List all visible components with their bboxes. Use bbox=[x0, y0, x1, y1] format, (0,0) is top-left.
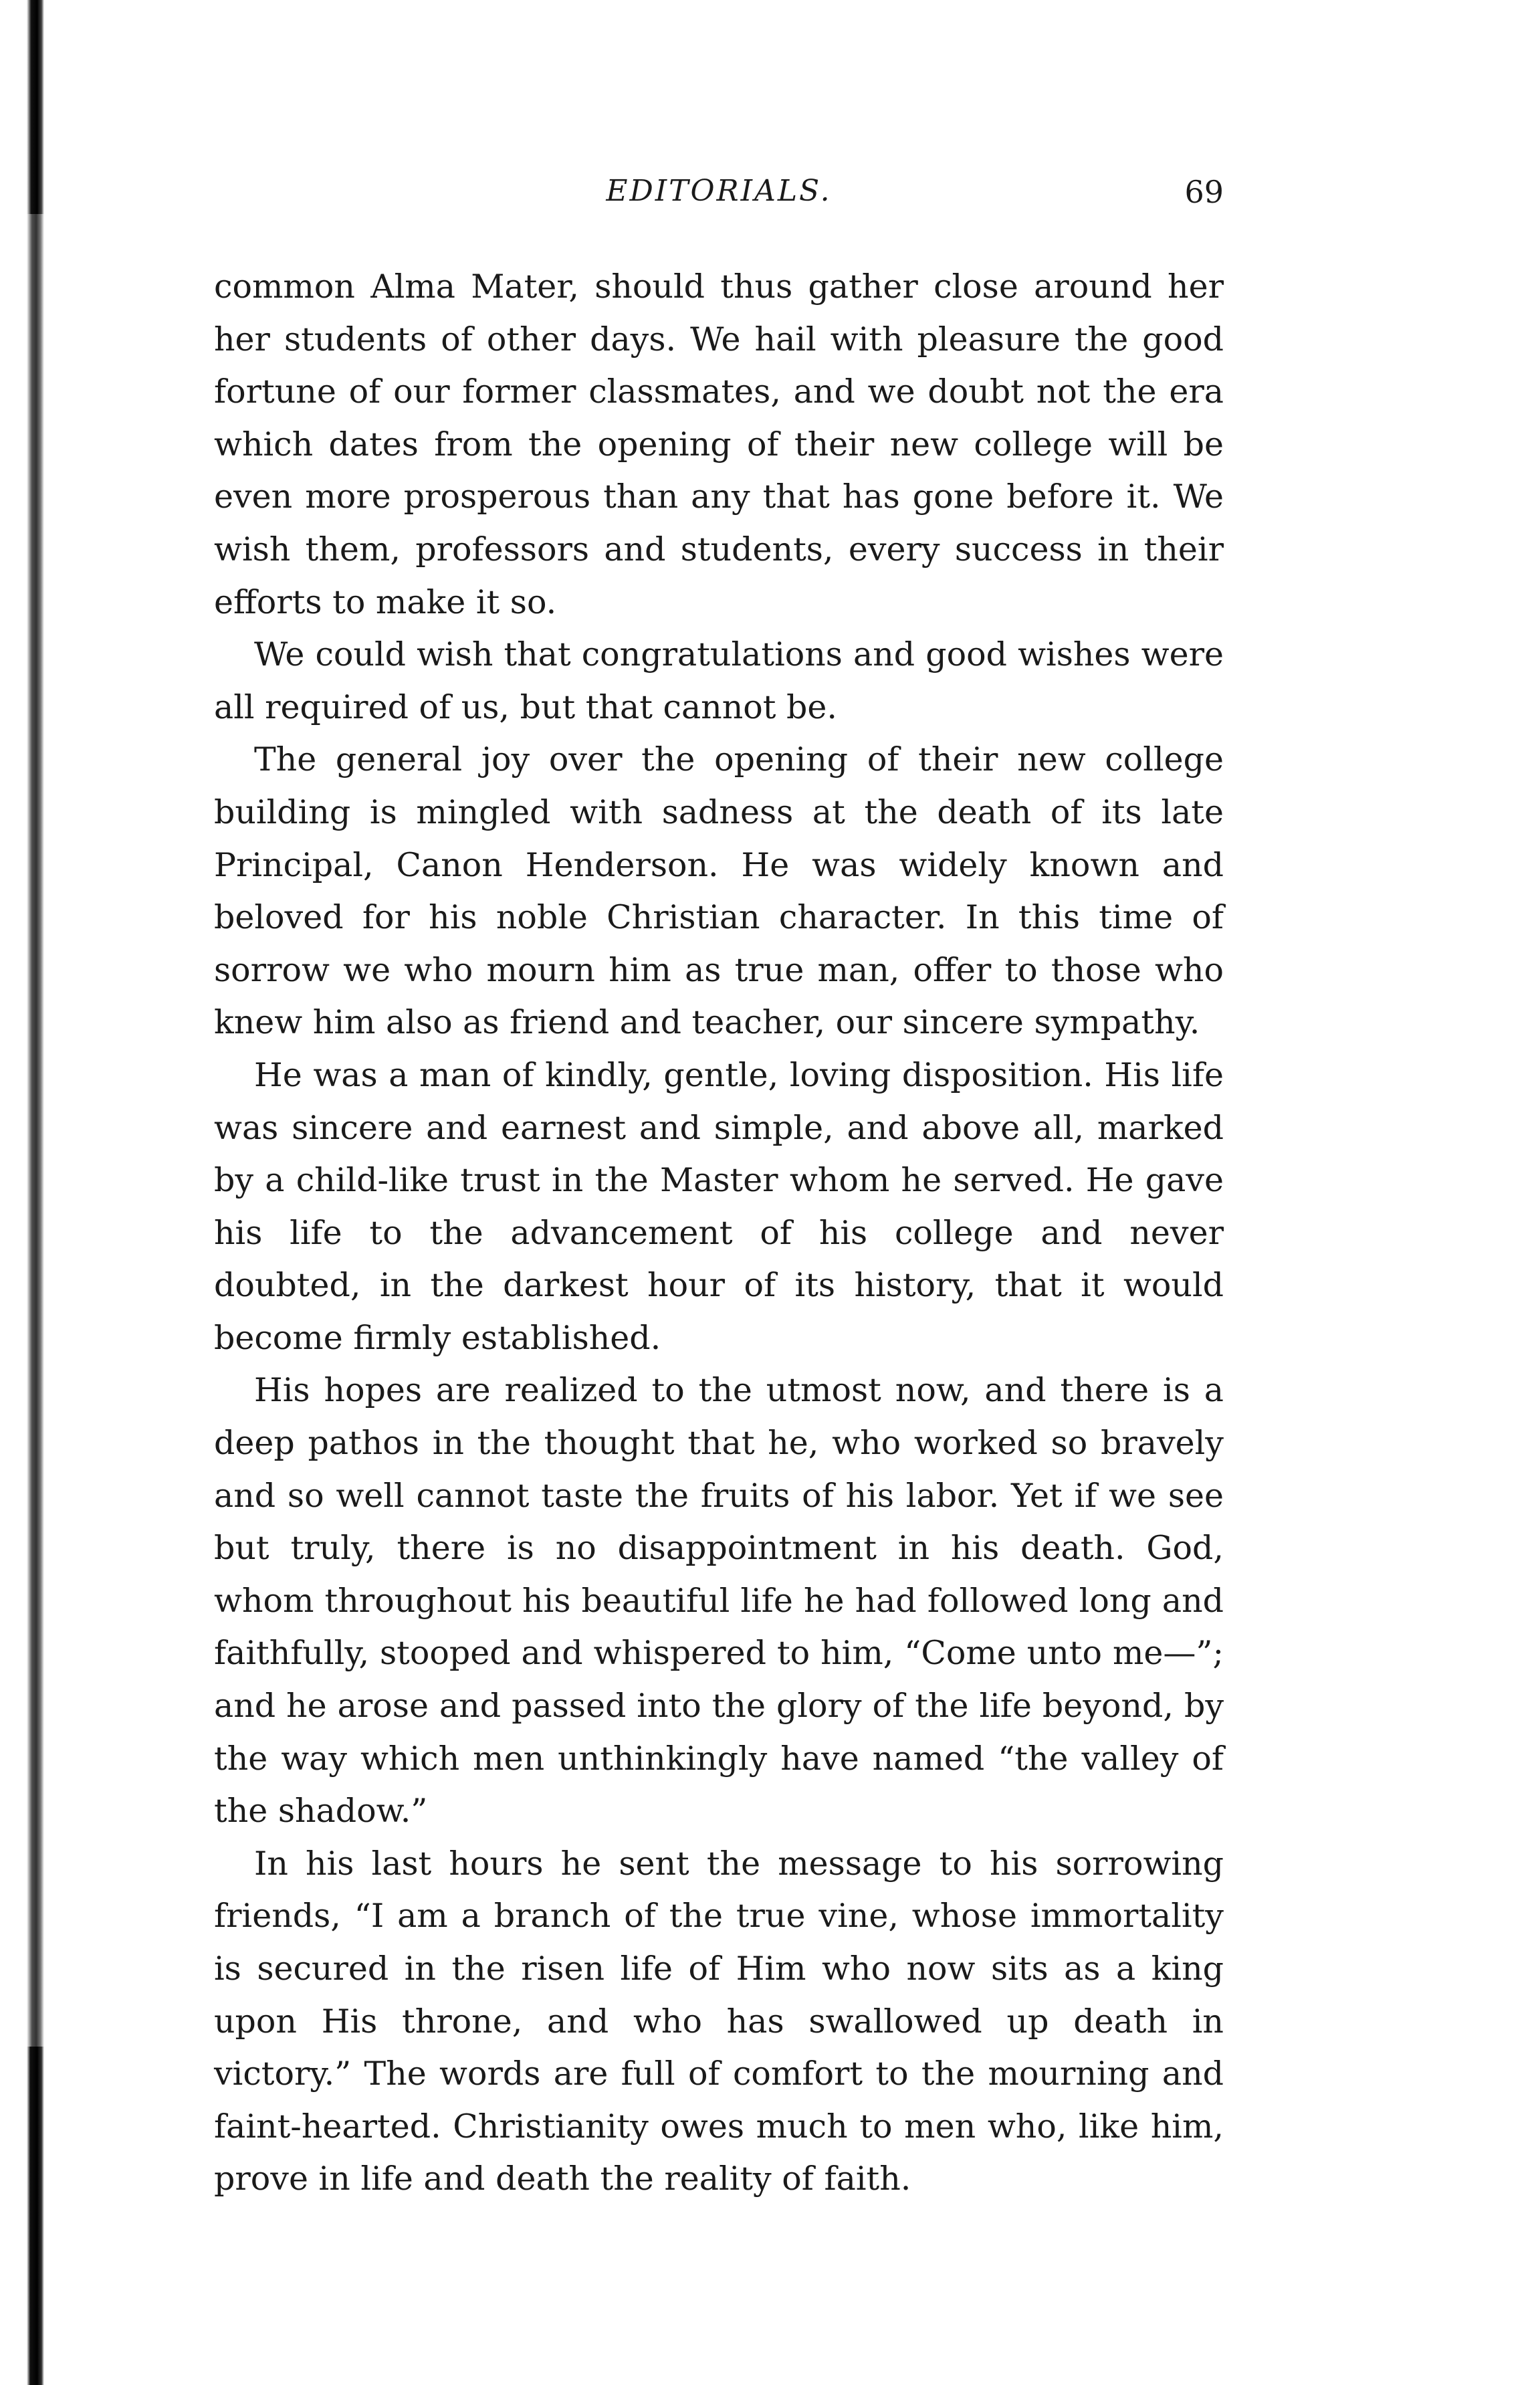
running-head bbox=[214, 174, 1224, 227]
paragraph: The general joy over the opening of their new college building is mingled with sadness at the death of its late Principal, Canon Henderson. He was widely known and beloved for his noble Christian character. In this time of sorrow we who mourn him as true man, offer to those who knew him also as friend and teacher, our sincere sympathy. bbox=[214, 740, 1224, 1042]
page-number: 69 bbox=[1184, 174, 1224, 210]
editorial-body bbox=[214, 261, 1224, 2206]
page-binding-shadow-bottom bbox=[27, 2047, 44, 2385]
page-binding-shadow-top bbox=[27, 0, 44, 214]
paragraph: His hopes are realized to the utmost now, and there is a deep pathos in the thought that he, who worked so bravely and so well cannot taste the fruits of his labor. Yet if we see but truly, there is no disappointment in his death. God, whom throughout his beautiful life he had followed long and faithfully, stooped and whispered to him, “Come unto me—”; and he arose and passed into the glory of the life beyond, by the way which men unthinkingly have named “the valley of the shadow.” bbox=[214, 1371, 1224, 1831]
paragraph-continued: common Alma Mater, should thus gather close around her her students of other days. We hail with pleasure the good fortune of our former classmates, and we doubt not the era which dates from the opening of their new college will be even more prosperous than any that has gone before it. We wish them, professors and students, every success in their efforts to make it so. bbox=[214, 268, 1224, 621]
paragraph: We could wish that congratulations and good wishes were all required of us, but that cannot be. bbox=[214, 635, 1224, 726]
running-title: EDITORIALS. bbox=[606, 174, 832, 208]
page-binding-shadow bbox=[27, 0, 44, 2385]
book-page bbox=[214, 174, 1224, 2206]
paragraph: In his last hours he sent the message to his sorrowing friends, “I am a branch of the true vine, whose immortality is secured in the risen life of Him who now sits as a king upon His throne, and who has swallowed up death in victory.” The words are full of comfort to the mourning and faint-hearted. Christianity owes much to men who, like him, prove in life and death the reality of faith. bbox=[214, 1844, 1224, 2198]
paragraph: He was a man of kindly, gentle, loving disposition. His life was sincere and earnest and simple, and above all, marked by a child-like trust in the Master whom he served. He gave his life to the advancement of his college and never doubted, in the darkest hour of its history, that it would become firmly established. bbox=[214, 1055, 1224, 1357]
